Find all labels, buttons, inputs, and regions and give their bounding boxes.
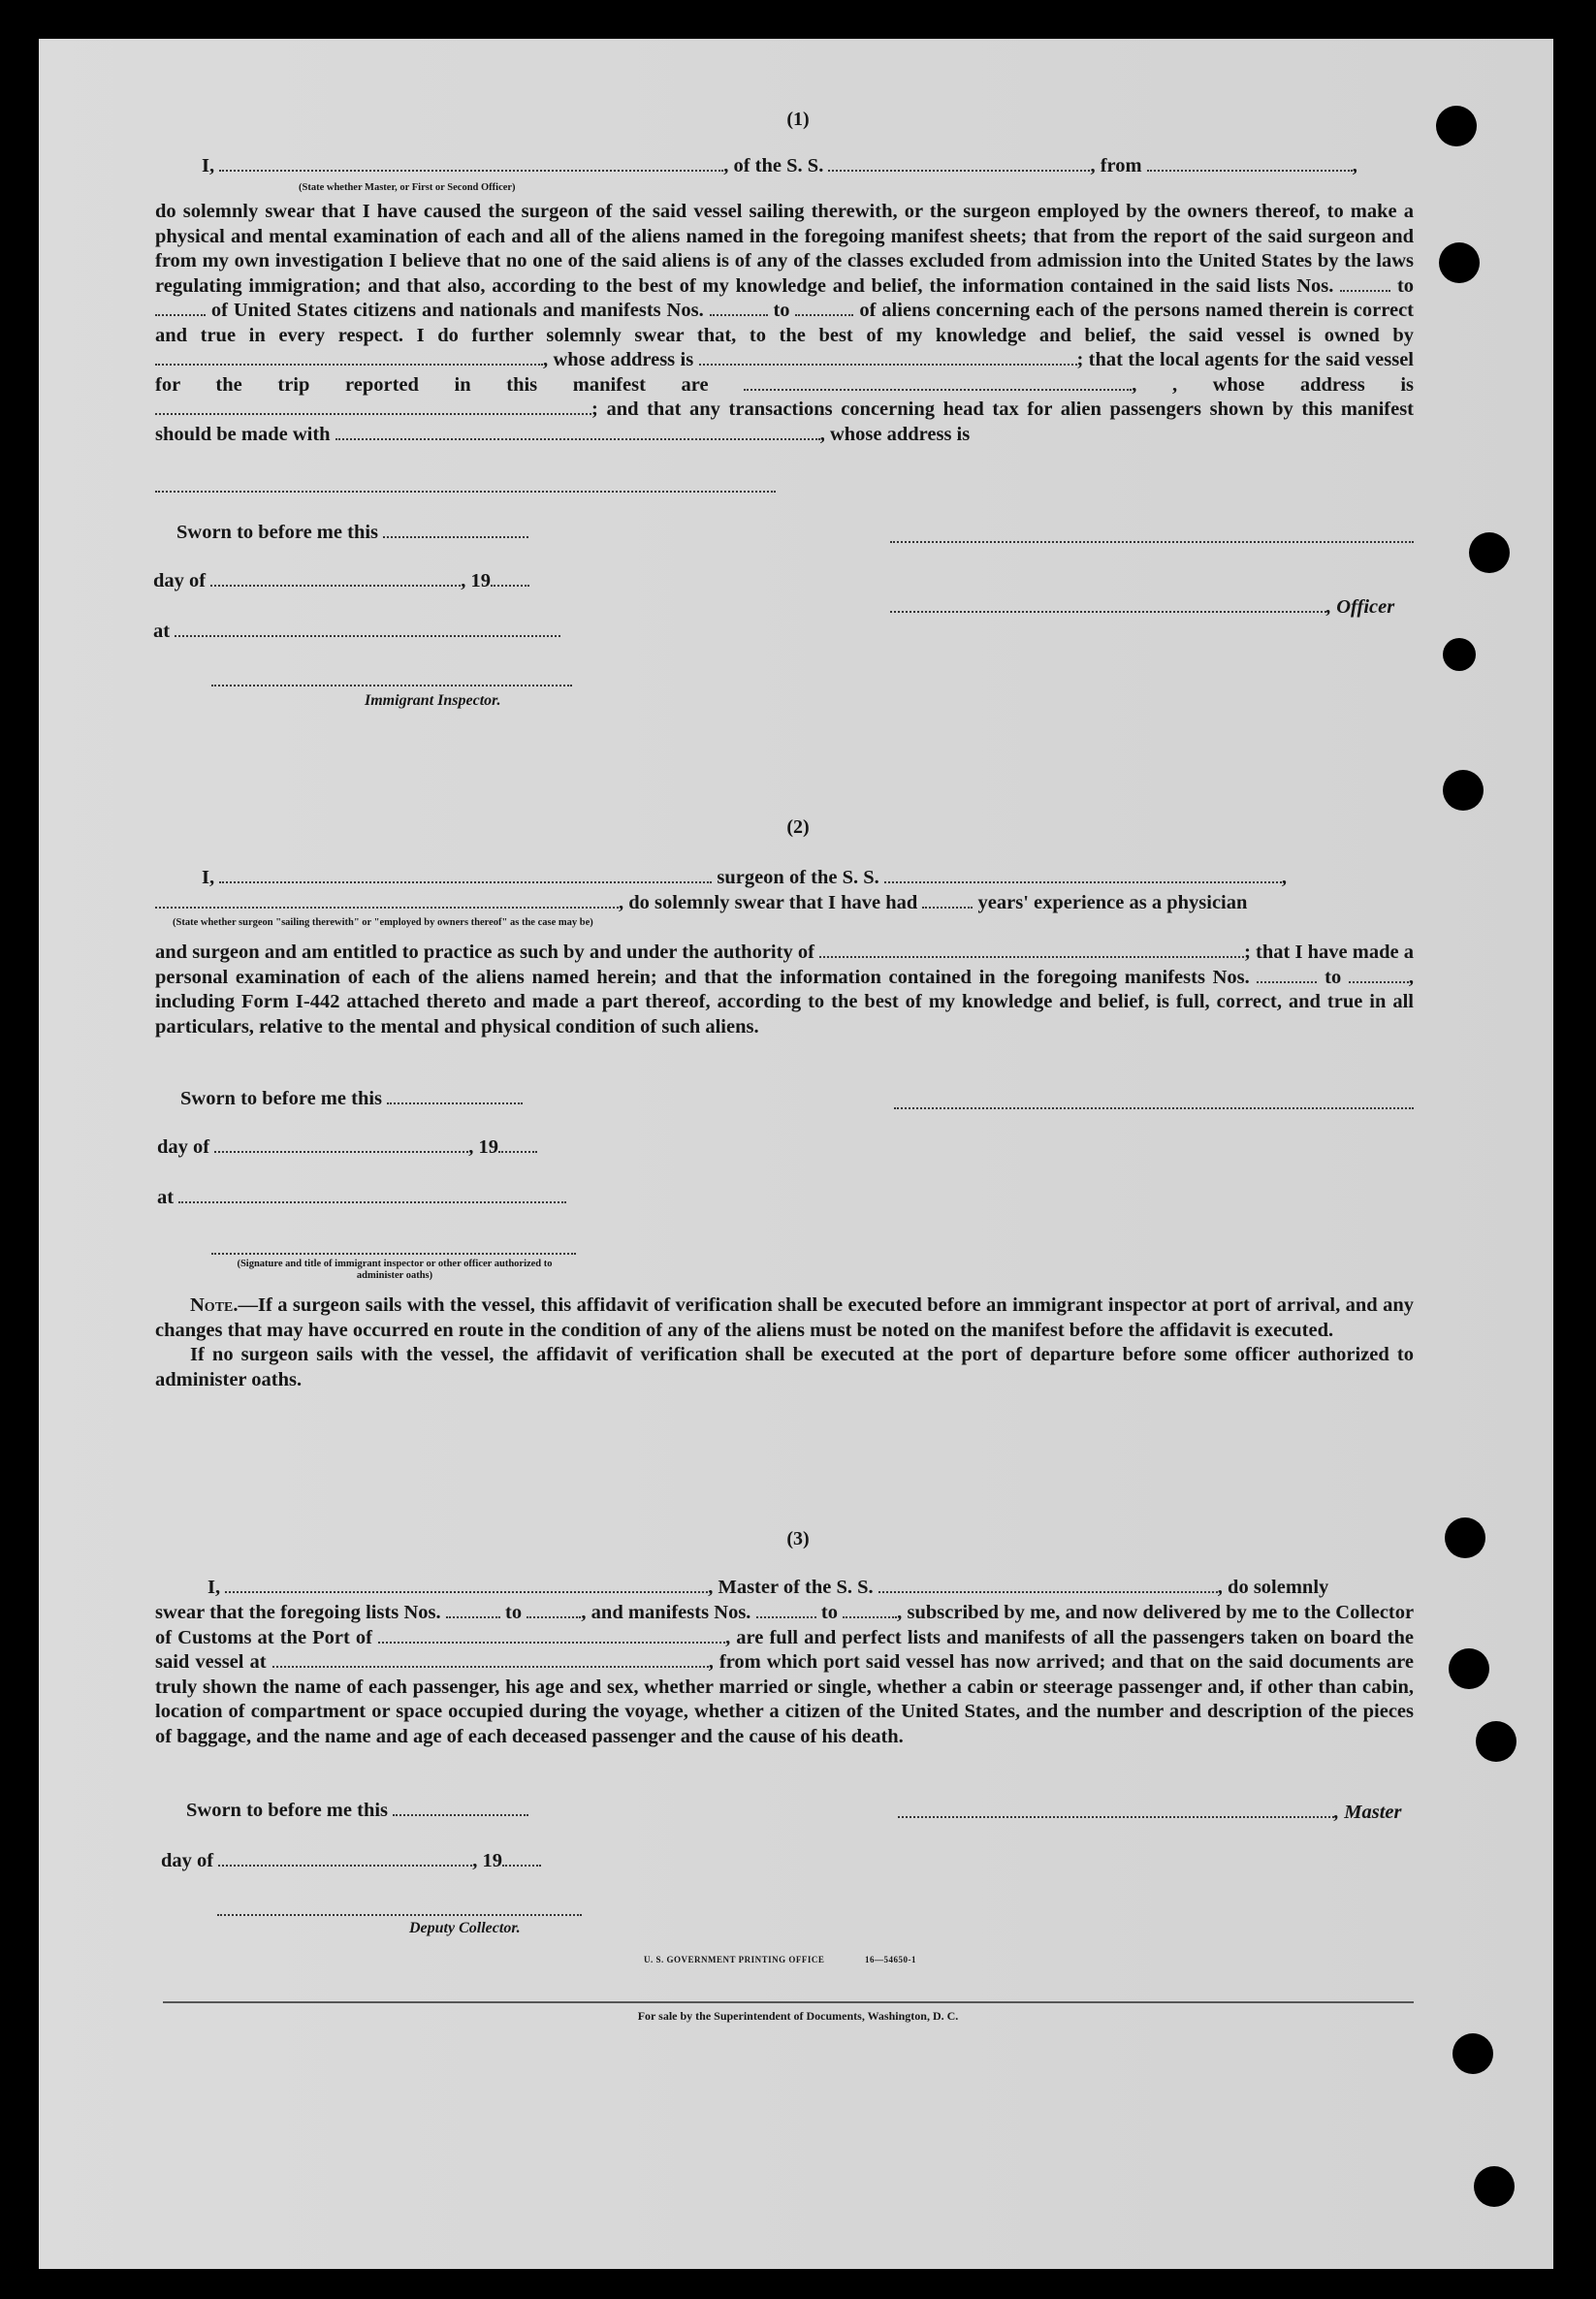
s2-sworn: Sworn to before me this — [180, 1088, 523, 1110]
s1-at-field[interactable] — [175, 633, 560, 637]
s2-manifests-to-field[interactable] — [1349, 979, 1409, 983]
master-signature-field[interactable] — [898, 1814, 1334, 1818]
section-3-heading: (3) — [786, 1528, 810, 1549]
head-tax-field[interactable] — [335, 436, 820, 440]
s3-sworn: Sworn to before me this — [186, 1800, 528, 1822]
s3-dayof: day of , 19 — [161, 1850, 541, 1872]
s3-year-field[interactable] — [502, 1863, 541, 1867]
gpo-imprint: U. S. GOVERNMENT PRINTING OFFICE — [644, 1955, 825, 1964]
s2-body: and surgeon and am entitled to practice as such by and under the authority of ; that I have made a personal examination of each of the aliens named herein; and that the information contained in the foregoing manifests Nos. to , including Form I-442 attached thereto and made a part thereof, according to the best of my knowledge and belief, is full, correct, and true in all particulars, relative to the mental and physical condition of such aliens. — [155, 942, 1415, 1038]
footer-rule — [163, 2001, 1414, 2003]
s3-manifests-to-field[interactable] — [843, 1614, 897, 1618]
note-label: Note. — [190, 1294, 239, 1316]
footer-sale-note: For sale by the Superintendent of Documents, Washington, D. C. — [637, 2009, 959, 2023]
agents-field[interactable] — [744, 387, 1132, 391]
s1-officer: , Officer — [890, 596, 1394, 619]
vessel-name-field[interactable] — [828, 168, 1090, 172]
punch-hole — [1443, 770, 1484, 811]
punch-hole — [1469, 532, 1510, 573]
s1-signature-line — [890, 541, 1414, 543]
s1-at: at — [153, 621, 560, 643]
s3-sworn-day-field[interactable] — [393, 1812, 528, 1816]
s2-at: at — [157, 1187, 566, 1209]
lists-from-field[interactable] — [1340, 288, 1390, 292]
manifests-from-field[interactable] — [710, 312, 768, 316]
punch-hole — [1443, 638, 1476, 671]
punch-hole — [1474, 2166, 1515, 2207]
s2-type-note: (State whether surgeon "sailing therewith" or "employed by owners thereof" as the case may be) — [173, 917, 593, 928]
s2-note: Note.—If a surgeon sails with the vessel, this affidavit of verification shall be executed before an immigrant inspector at port of arrival, and any changes that may have occurred en route in the condition of any of the aliens must be noted on the manifest before the affidavit is executed. If no surgeon sails with the vessel, the affidavit of verification shall be executed at the port of departure before some officer authorized to administer oaths. — [155, 1294, 1414, 1390]
s1-i: I, — [202, 155, 215, 176]
years-field[interactable] — [922, 905, 973, 909]
s1-address-line — [155, 491, 776, 493]
s2-vessel-field[interactable] — [884, 879, 1282, 883]
s1-of-ss: , of the S. S. — [723, 155, 824, 176]
s3-manifests-from-field[interactable] — [756, 1614, 816, 1618]
s2-line-1: I, surgeon of the S. S. , — [202, 867, 1288, 888]
officer-signature-field[interactable] — [890, 609, 1326, 613]
owner-field[interactable] — [155, 362, 543, 366]
from-port-field[interactable] — [1147, 168, 1353, 172]
punch-hole — [1439, 242, 1480, 283]
s2-year-field[interactable] — [498, 1149, 537, 1153]
s2-dayof: day of , 19 — [157, 1136, 537, 1159]
surgeon-name-field[interactable] — [219, 879, 712, 883]
punch-hole — [1452, 2033, 1493, 2074]
s3-lists-from-field[interactable] — [446, 1614, 500, 1618]
s3-deputy-line — [217, 1914, 582, 1916]
s2-signature-line — [894, 1107, 1414, 1109]
boarding-port-field[interactable] — [272, 1664, 709, 1668]
punch-hole — [1449, 1648, 1489, 1689]
s1-sworn-day-field[interactable] — [383, 534, 528, 538]
section-2-heading: (2) — [786, 816, 810, 838]
s2-signature-note: (Signature and title of immigrant inspector or other officer authorized to administer oaths) — [237, 1259, 553, 1281]
s2-day-field[interactable] — [214, 1149, 468, 1153]
s2-at-field[interactable] — [178, 1199, 566, 1203]
s1-body: do solemnly swear that I have caused the surgeon of the said vessel sailing therewith, or the surgeon employed by the owners thereof, to make a physical and mental examination of each and all of the aliens named in the foregoing manifest sheets; that from the report of the said surgeon and from my own investigation I believe that no one of the said aliens is of any of the classes excluded from admission into the United States by the laws regulating immigration; and that also, according to the best of my knowledge and belief, the information contained in the said lists Nos. to of United States citizens and nationals and manifests Nos. to of aliens concerning each of the persons named therein is correct and true in every respect. I do further solemnly swear that, to the best of my knowledge and belief, the said vessel is owned by , whose address is ; that the local agents for the said vessel for the trip reported in this manifest are , , whose address is ; and that any transactions concerning head tax for alien passengers shown by this manifest should be made with , whose address is — [155, 201, 1415, 445]
port-field[interactable] — [378, 1640, 725, 1644]
s1-rank-note: (State whether Master, or First or Second Officer) — [299, 182, 516, 193]
s2-manifests-from-field[interactable] — [1257, 979, 1317, 983]
manifests-to-field[interactable] — [795, 312, 853, 316]
s2-officer-line — [211, 1253, 576, 1255]
s2-sworn-day-field[interactable] — [387, 1101, 523, 1104]
s1-year-field[interactable] — [491, 583, 529, 587]
authority-field[interactable] — [819, 954, 1244, 958]
s1-sworn: Sworn to before me this — [176, 522, 528, 544]
s2-line-2: , do solemnly swear that I have had years' experience as a physician — [155, 892, 1247, 914]
gpo-number: 16—54650-1 — [865, 1955, 916, 1964]
owner-address-field[interactable] — [699, 362, 1077, 366]
punch-hole — [1476, 1721, 1516, 1762]
s3-vessel-field[interactable] — [878, 1589, 1218, 1593]
s1-inspector-label: Immigrant Inspector. — [365, 692, 501, 709]
s1-line-1: I, , of the S. S. , from , — [202, 155, 1357, 176]
lists-to-field[interactable] — [155, 312, 206, 316]
rank-field[interactable] — [219, 168, 723, 172]
section-1-heading: (1) — [786, 109, 810, 130]
s1-dayof: day of , 19 — [153, 570, 529, 592]
master-name-field[interactable] — [225, 1589, 708, 1593]
s1-day-field[interactable] — [210, 583, 461, 587]
s3-master: , Master — [898, 1802, 1401, 1824]
s3-day-field[interactable] — [218, 1863, 472, 1867]
s3-deputy-label: Deputy Collector. — [409, 1920, 521, 1936]
s3-body: swear that the foregoing lists Nos. to , and manifests Nos. to , subscribed by me, and now delivered by me to the Collector of Customs at the Port of , are full and perfect lists and manifests of all the passengers taken on board the said vessel at , from which port said vessel has now arrived; and that on the said documents are truly shown the name of each passenger, his age and sex, whether married or single, whether a cabin or steerage passenger and, if other than cabin, location of compartment or space occupied during the voyage, whether a citizen of the United States, and the number and description of the pieces of baggage, and the name and age of each deceased passenger and the cause of his death. — [155, 1602, 1415, 1747]
s3-line-1: I, , Master of the S. S. , do solemnly — [207, 1577, 1329, 1598]
agents-address-field[interactable] — [155, 411, 591, 415]
surgeon-type-field[interactable] — [155, 905, 619, 909]
s1-from: , from — [1090, 155, 1142, 176]
s1-inspector-line — [211, 685, 572, 687]
s3-lists-to-field[interactable] — [527, 1614, 581, 1618]
